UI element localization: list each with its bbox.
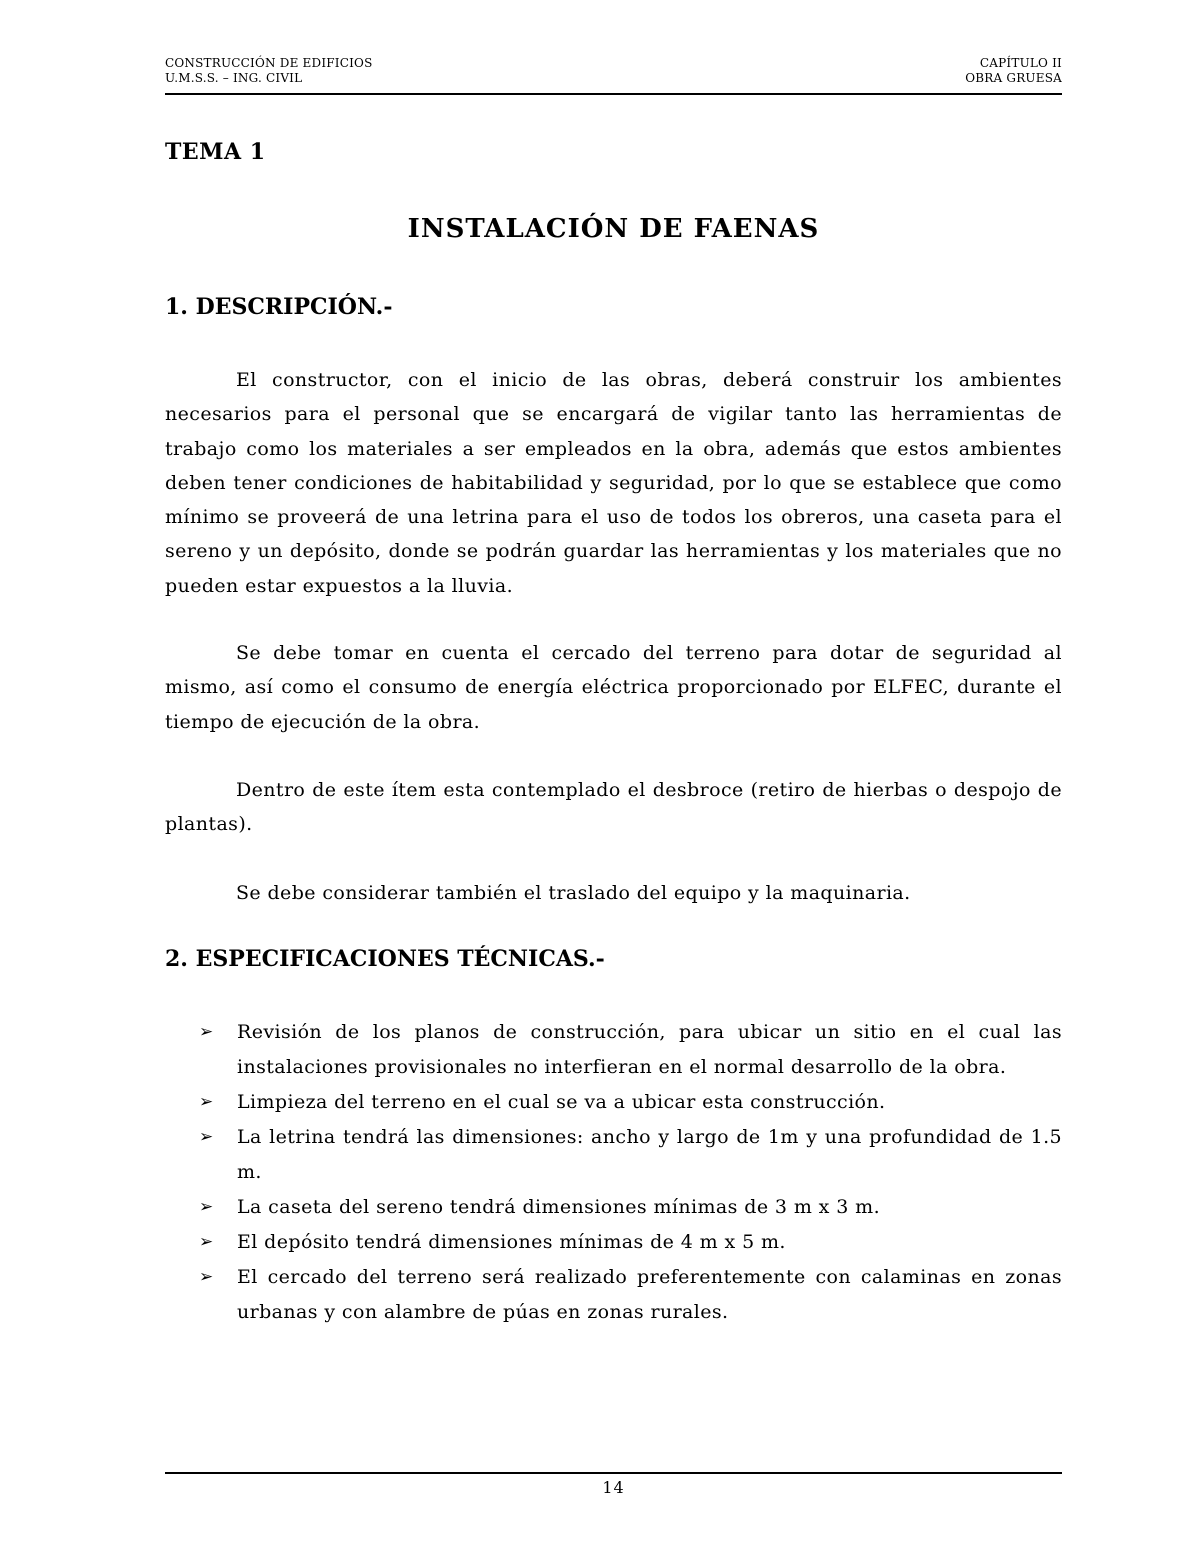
arrow-bullet-icon: ➢: [199, 1232, 214, 1252]
list-item-text: Limpieza del terreno en el cual se va a ubicar esta construcción.: [237, 1091, 886, 1113]
header-chapter: CAPÍTULO II: [979, 56, 1062, 70]
list-item: [165, 1260, 1062, 1330]
arrow-bullet-icon: ➢: [199, 1092, 214, 1112]
list-item-text: El cercado del terreno será realizado preferentemente con calaminas en zonas urbanas y con alambre de púas en zonas rurales.: [237, 1266, 1062, 1323]
header-right: [965, 56, 1062, 86]
list-item: [165, 1015, 1062, 1085]
list-item: [165, 1085, 1062, 1120]
paragraph-text: Se debe considerar también el traslado del equipo y la maquinaria.: [236, 882, 911, 904]
list-item: [165, 1190, 1062, 1225]
paragraph-3: [165, 773, 1062, 842]
page-number: 14: [602, 1478, 625, 1497]
section-heading-descripcion: 1. DESCRIPCIÓN.-: [165, 294, 393, 320]
header-divider: [165, 93, 1062, 95]
tema-label: TEMA 1: [165, 139, 266, 165]
paragraph-text: El constructor, con el inicio de las obras, deberá construir los ambientes necesarios para el personal que se encargará de vigilar tanto las herramientas de trabajo como los materiales a ser empleados en la obra, además que estos ambientes deben tener condiciones de habitabilidad y seguridad, por lo que se establece que como mínimo se proveerá de una letrina para el uso de todos los obreros, una caseta para el sereno y un depósito, donde se podrán guardar las herramientas y los materiales que no pueden estar expuestos a la lluvia.: [165, 369, 1062, 597]
arrow-bullet-icon: ➢: [199, 1267, 214, 1287]
arrow-bullet-icon: ➢: [199, 1197, 214, 1217]
list-item-text: El depósito tendrá dimensiones mínimas de 4 m x 5 m.: [237, 1231, 786, 1253]
header-course-title: CONSTRUCCIÓN DE EDIFICIOS: [165, 56, 373, 70]
header-left: [165, 56, 373, 86]
list-item-text: La letrina tendrá las dimensiones: ancho y largo de 1m y una profundidad de 1.5 m.: [237, 1126, 1062, 1183]
footer-divider: [165, 1472, 1062, 1474]
arrow-bullet-icon: ➢: [199, 1127, 214, 1147]
paragraph-4: [165, 876, 1062, 910]
list-item: [165, 1225, 1062, 1260]
page-title: INSTALACIÓN DE FAENAS: [407, 214, 820, 244]
list-item-text: La caseta del sereno tendrá dimensiones mínimas de 3 m x 3 m.: [237, 1196, 881, 1218]
paragraph-2: [165, 636, 1062, 739]
header-institution: U.M.S.S. – ING. CIVIL: [165, 71, 303, 85]
section-heading-especificaciones: 2. ESPECIFICACIONES TÉCNICAS.-: [165, 946, 605, 972]
arrow-bullet-icon: ➢: [199, 1022, 214, 1042]
header-chapter-title: OBRA GRUESA: [965, 71, 1062, 85]
paragraph-1: [165, 363, 1062, 603]
list-item-text: Revisión de los planos de construcción, para ubicar un sitio en el cual las instalaciones provisionales no interfieran en el normal desarrollo de la obra.: [237, 1021, 1062, 1078]
list-item: [165, 1120, 1062, 1190]
paragraph-text: Dentro de este ítem esta contemplado el desbroce (retiro de hierbas o despojo de plantas).: [165, 779, 1062, 836]
paragraph-text: Se debe tomar en cuenta el cercado del terreno para dotar de seguridad al mismo, así como el consumo de energía eléctrica proporcionado por ELFEC, durante el tiempo de ejecución de la obra.: [165, 642, 1062, 733]
specifications-list: [165, 1015, 1062, 1330]
